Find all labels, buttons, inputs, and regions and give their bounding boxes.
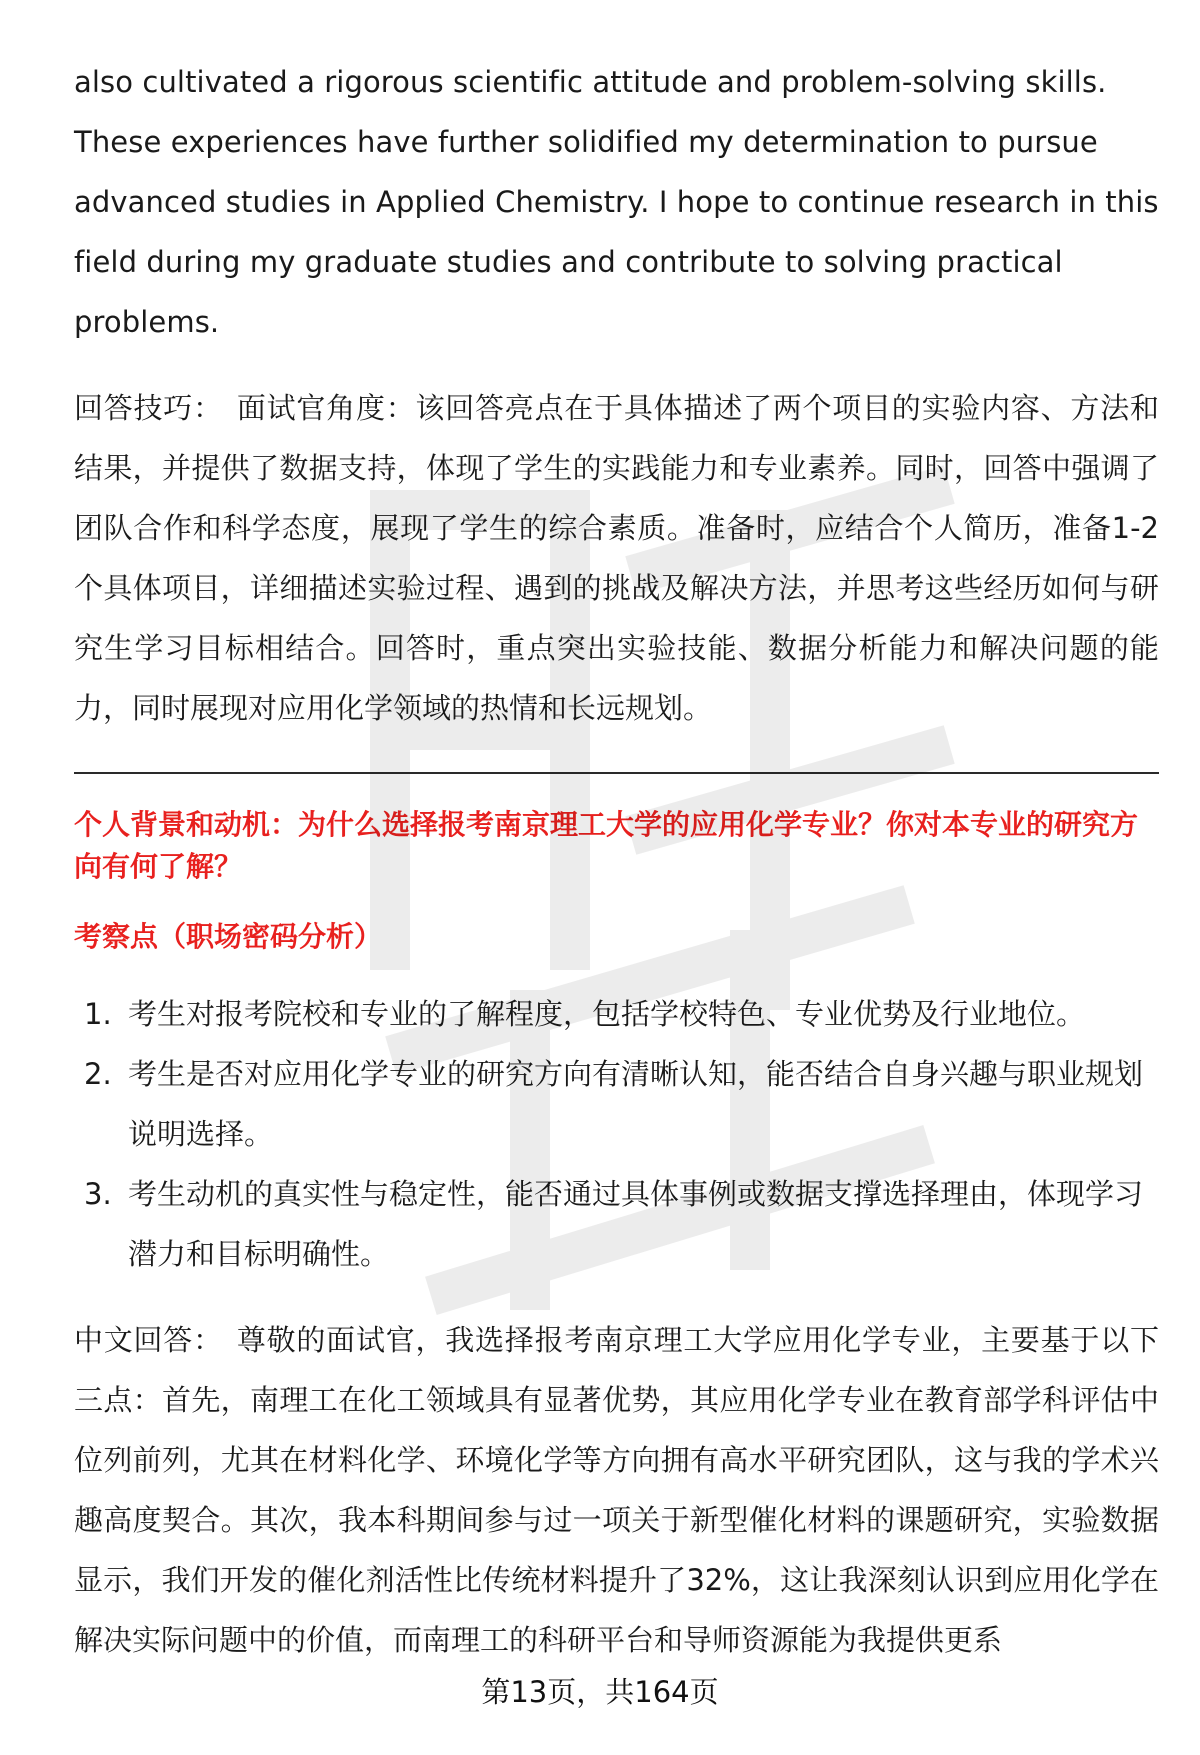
list-item-text: 考生对报考院校和专业的了解程度，包括学校特色、专业优势及行业地位。 (128, 997, 1086, 1031)
answer-tip-label: 回答技巧： (74, 391, 223, 425)
list-item-text: 考生是否对应用化学专业的研究方向有清晰认知，能否结合自身兴趣与职业规划说明选择。 (128, 1057, 1144, 1151)
list-item-text: 考生动机的真实性与稳定性，能否通过具体事例或数据支撑选择理由，体现学习潜力和目标明确性。 (128, 1177, 1144, 1271)
section-divider (74, 772, 1159, 774)
focus-heading: 考察点（职场密码分析） (74, 920, 383, 953)
page-footer: 第13页，共164页 (481, 1675, 719, 1709)
question-heading: 个人背景和动机：为什么选择报考南京理工大学的应用化学专业？你对本专业的研究方向有何了解？ (74, 808, 1139, 883)
chinese-answer-paragraph (74, 1310, 1159, 1670)
chinese-answer-text: 尊敬的面试官，我选择报考南京理工大学应用化学专业，主要基于以下三点：首先，南理工在化工领域具有显著优势，其应用化学专业在教育部学科评估中位列前列，尤其在材料化学、环境化学等方向拥有高水平研究团队，这与我的学术兴趣高度契合。其次，我本科期间参与过一项关于新型催化材料的课题研究，实验数据显示，我们开发的催化剂活性比传统材料提升了32%，这让我深刻认识到应用化学在解决实际问题中的价值，而南理工的科研平台和导师资源能为我提供更系 (74, 1323, 1159, 1657)
list-item-number: 3. (84, 1177, 112, 1211)
answer-tip-paragraph (74, 378, 1159, 738)
list-item (74, 1044, 1159, 1164)
answer-tip-text: 面试官角度：该回答亮点在于具体描述了两个项目的实验内容、方法和结果，并提供了数据支持，体现了学生的实践能力和专业素养。同时，回答中强调了团队合作和科学态度，展现了学生的综合素质。准备时，应结合个人简历，准备1-2个具体项目，详细描述实验过程、遇到的挑战及解决方法，并思考这些经历如何与研究生学习目标相结合。回答时，重点突出实验技能、数据分析能力和解决问题的能力，同时展现对应用化学领域的热情和长远规划。 (74, 391, 1159, 725)
list-item-number: 1. (84, 997, 112, 1031)
chinese-answer-label: 中文回答： (74, 1323, 223, 1357)
intro-paragraph: also cultivated a rigorous scientific attitude and problem-solving skills. These experiences have further solidified my determination to pursue advanced studies in Applied Chemistry. I hope to continue research in this field during my graduate studies and contribute to solving practical problems. (74, 65, 1159, 339)
document-page (74, 52, 1159, 1670)
list-item (74, 1164, 1159, 1284)
list-item (74, 984, 1159, 1044)
list-item-number: 2. (84, 1057, 112, 1091)
focus-points-list (74, 984, 1159, 1284)
